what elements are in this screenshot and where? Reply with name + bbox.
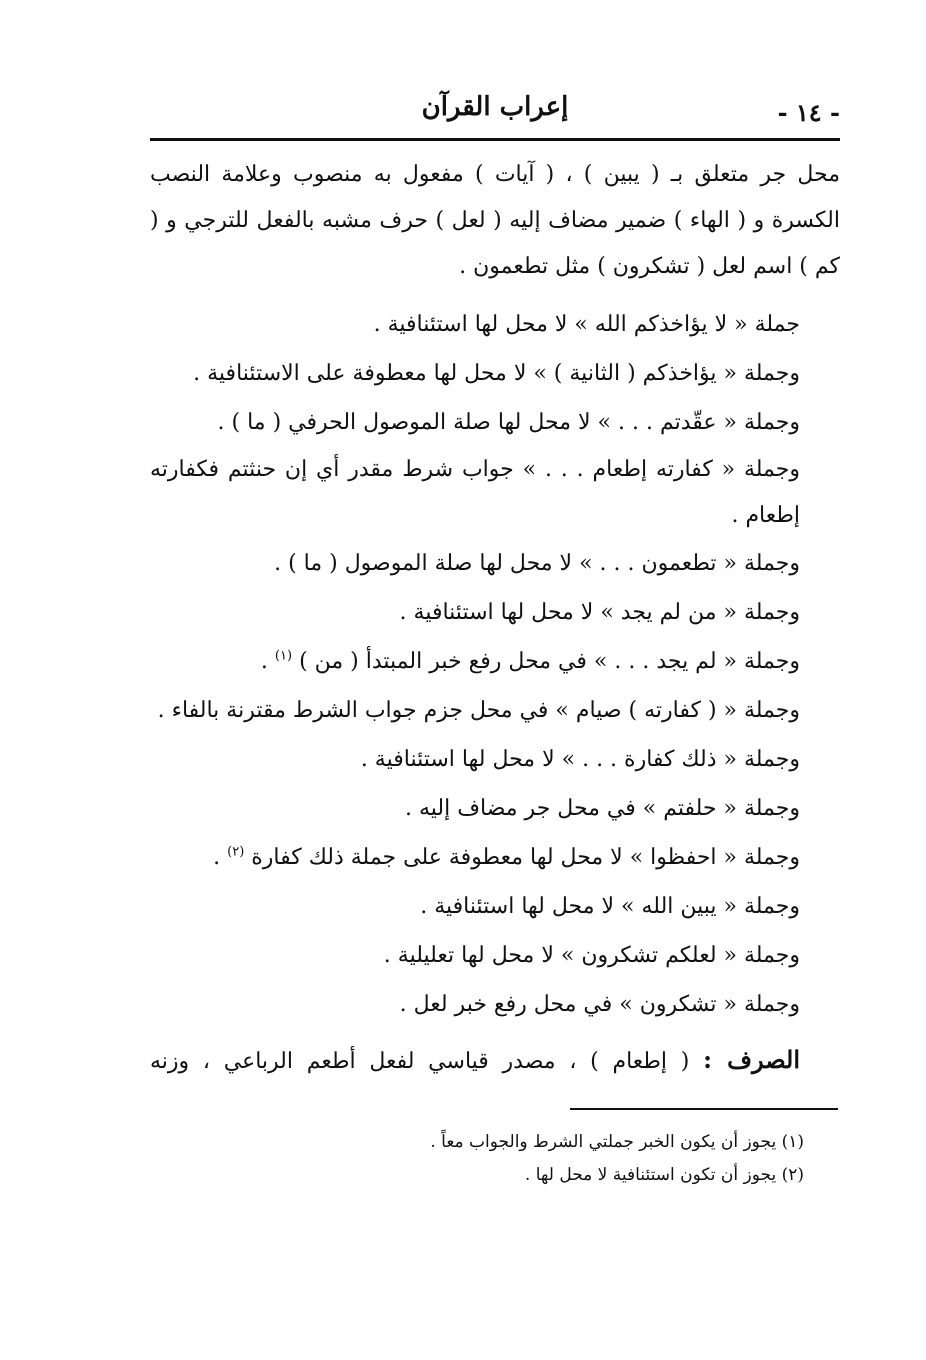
sentence-line: وجملة « تشكرون » في محل رفع خبر لعل .	[399, 992, 800, 1017]
header-divider	[150, 138, 840, 141]
main-text	[150, 152, 840, 1085]
footnotes	[150, 1126, 840, 1192]
sentence-text: وجملة « احفظوا » لا محل لها معطوفة على جملة ذلك كفارة	[251, 845, 800, 870]
sentence-end: .	[260, 649, 275, 674]
sentence-line-with-footnote	[150, 833, 840, 882]
morphology-paragraph	[150, 1037, 840, 1085]
footnote-divider	[570, 1108, 838, 1110]
morphology-label: الصرف :	[703, 1045, 800, 1074]
morphology-text: ( إطعام ) ، مصدر قياسي لفعل أطعم الرباعي ، وزنه	[150, 1049, 690, 1074]
footnote: (٢) يجوز أن تكون استئنافية لا محل لها .	[524, 1165, 804, 1185]
sentence-line: وجملة « لعلكم تشكرون » لا محل لها تعليلية .	[383, 943, 800, 968]
page-header	[150, 88, 840, 132]
sentence-line: وجملة « تطعمون . . . » لا محل لها صلة الموصول ( ما ) .	[274, 551, 800, 576]
footnote: (١) يجوز أن يكون الخبر جملتي الشرط والجواب معاً .	[430, 1132, 804, 1152]
wrapped-sentence: وجملة « كفارته إطعام . . . » جواب شرط مقدر أي إن حنثتم فكفارته إطعام .	[150, 457, 800, 528]
intro-paragraph: محل جر متعلق بـ ( يبين ) ، ( آيات ) مفعول به منصوب وعلامة النصب الكسرة و ( الهاء ) ضمير مضاف إليه ( لعل ) حرف مشبه بالفعل للترجي و ( كم ) اسم لعل ( تشكرون ) مثل تطعمون .	[150, 162, 840, 279]
sentence-line: وجملة « حلفتم » في محل جر مضاف إليه .	[404, 796, 800, 821]
sentence-text: وجملة « لم يجد . . . » في محل رفع خبر المبتدأ ( من )	[299, 649, 800, 674]
sentence-line-with-footnote	[150, 637, 840, 686]
sentence-line: وجملة « عقّدتم . . . » لا محل لها صلة الموصول الحرفي ( ما ) .	[217, 410, 800, 435]
sentence-line: وجملة « من لم يجد » لا محل لها استئنافية .	[399, 600, 800, 625]
sentence-end: .	[213, 845, 228, 870]
footnote-marker: (٢)	[227, 844, 245, 860]
sentence-line: وجملة « يؤاخذكم ( الثانية ) » لا محل لها معطوفة على الاستئنافية .	[193, 361, 800, 386]
sentence-line: وجملة « ( كفارته ) صيام » في محل جزم جواب الشرط مقترنة بالفاء .	[157, 698, 800, 723]
sentence-line: وجملة « يبين الله » لا محل لها استئنافية .	[420, 894, 800, 919]
page-number: - ١٤ -	[777, 98, 840, 127]
running-title: إعراب القرآن	[421, 92, 569, 122]
footnote-marker: (١)	[274, 648, 293, 664]
sentence-line: وجملة « ذلك كفارة . . . » لا محل لها استئنافية .	[360, 747, 800, 772]
sentence-line: جملة « لا يؤاخذكم الله » لا محل لها استئنافية .	[373, 312, 800, 337]
